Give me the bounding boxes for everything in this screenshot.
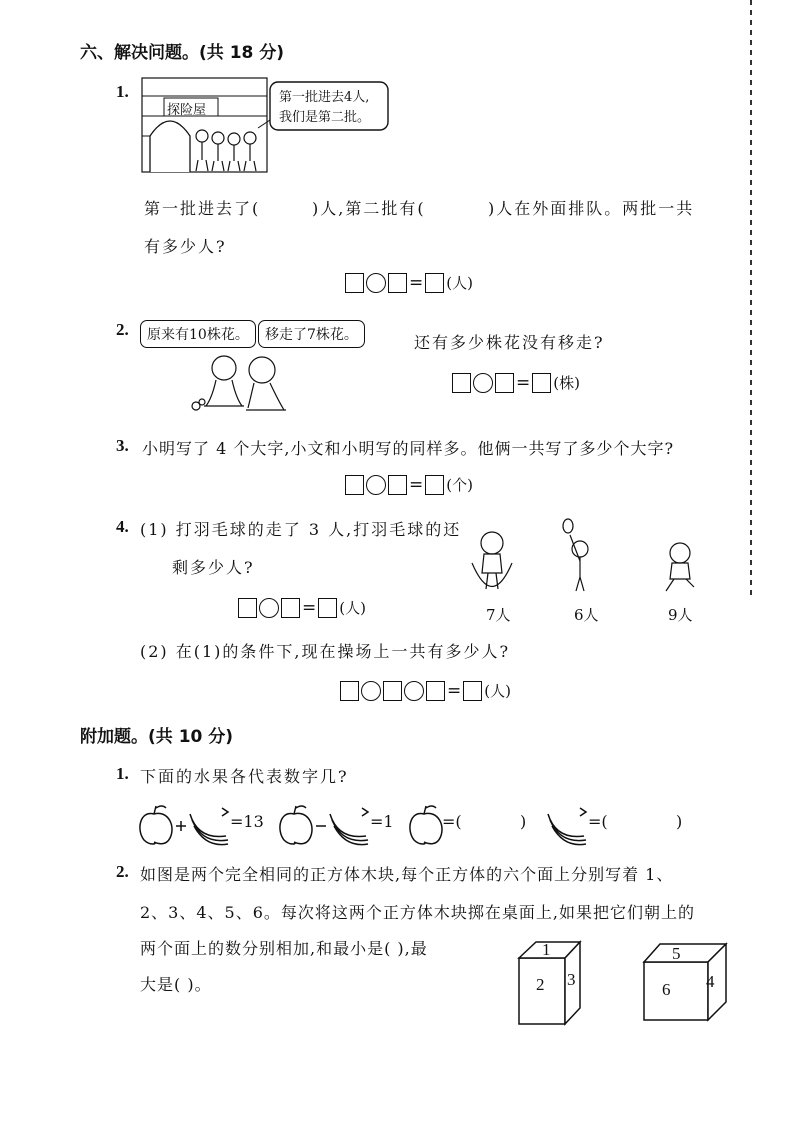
answer-box[interactable] <box>425 273 444 293</box>
unit-label: (人) <box>339 599 366 617</box>
operator-circle[interactable] <box>361 681 381 701</box>
q1-text-a: 第一批进去了( <box>144 199 261 218</box>
q1-equation: = (人) <box>345 272 473 293</box>
cube1-top-number: 1 <box>542 940 551 959</box>
bonus-q2-line3: 两个面上的数分别相加,和最小是( ),最 <box>140 939 428 958</box>
unit-label: (人) <box>484 682 511 700</box>
operator-circle[interactable] <box>473 373 493 393</box>
operator-circle[interactable] <box>259 598 279 618</box>
answer-box[interactable] <box>388 475 407 495</box>
bonus-title: 附加题。(共 10 分) <box>80 727 234 747</box>
q1-text-c: )人在外面排队。两批一共 <box>488 199 695 218</box>
answer-box[interactable] <box>383 681 402 701</box>
cube2-front-number: 6 <box>662 980 671 999</box>
house-sign: 探险屋 <box>167 103 207 118</box>
speech-bubble-right: 移走了7株花。 <box>258 320 365 348</box>
answer-box[interactable] <box>426 681 445 701</box>
operator-circle[interactable] <box>404 681 424 701</box>
children-illustration <box>186 350 296 416</box>
q1-text-b: )人,第二批有( <box>312 199 426 218</box>
answer-box[interactable] <box>452 373 471 393</box>
binding-dashed-line <box>750 0 752 600</box>
count-jump-rope: 7人 <box>486 606 511 624</box>
answer-box[interactable] <box>345 475 364 495</box>
q2-equation: = (株) <box>452 372 580 393</box>
banana-answer-open: =( <box>588 812 608 831</box>
answer-box[interactable] <box>318 598 337 618</box>
eq2-result: =1 <box>370 812 394 831</box>
question-number: 3. <box>116 436 129 455</box>
playground-illustration <box>462 515 722 605</box>
answer-box[interactable] <box>340 681 359 701</box>
question-number: 4. <box>116 517 129 536</box>
answer-box[interactable] <box>532 373 551 393</box>
count-running: 9人 <box>668 606 693 624</box>
q4-part1-line2: 剩多少人? <box>172 558 255 577</box>
question-number: 2. <box>116 862 129 881</box>
operator-circle[interactable] <box>366 475 386 495</box>
unit-label: (株) <box>553 374 580 392</box>
cube2-side-number: 4 <box>706 972 715 991</box>
q4-part1-line1: (1) 打羽毛球的走了 3 人,打羽毛球的还 <box>140 520 462 539</box>
speech-bubble-left: 原来有10株花。 <box>140 320 256 348</box>
bonus-q2-line2: 2、3、4、5、6。每次将这两个正方体木块掷在桌面上,如果把它们朝上的 <box>140 903 695 922</box>
apple-answer-close[interactable]: ) <box>520 812 527 831</box>
speech-bubble-line1: 第一批进去4人, <box>279 90 370 105</box>
section-title: 六、解决问题。(共 18 分) <box>80 43 285 63</box>
answer-box[interactable] <box>388 273 407 293</box>
bonus-q2-line4: 大是( )。 <box>140 975 212 994</box>
q4-part1-equation: = (人) <box>238 597 366 618</box>
bonus-q1-text: 下面的水果各代表数字几? <box>140 767 349 786</box>
eq1-result: =13 <box>230 812 264 831</box>
cube1-front-number: 2 <box>536 975 545 994</box>
cube2-top-number: 5 <box>672 944 681 963</box>
answer-box[interactable] <box>281 598 300 618</box>
question-number: 1. <box>116 764 129 783</box>
q3-equation: = (个) <box>345 474 473 495</box>
q1-text-line2: 有多少人? <box>144 237 227 256</box>
question-number: 1. <box>116 82 129 101</box>
q3-text: 小明写了 4 个大字,小文和小明写的同样多。他俩一共写了多少个大字? <box>142 439 675 458</box>
answer-box[interactable] <box>463 681 482 701</box>
banana-answer-close[interactable]: ) <box>676 812 683 831</box>
cube1-side-number: 3 <box>567 970 576 989</box>
q4-part2: (2) 在(1)的条件下,现在操场上一共有多少人? <box>140 642 511 661</box>
question-number: 2. <box>116 320 129 339</box>
answer-box[interactable] <box>425 475 444 495</box>
unit-label: (人) <box>446 274 473 292</box>
fruit-equations <box>134 800 734 848</box>
count-badminton: 6人 <box>574 606 599 624</box>
q4-part2-equation: = (人) <box>340 680 511 701</box>
unit-label: (个) <box>446 476 473 494</box>
answer-box[interactable] <box>345 273 364 293</box>
apple-answer-open: =( <box>442 812 462 831</box>
operator-circle[interactable] <box>366 273 386 293</box>
q2-question: 还有多少株花没有移走? <box>414 333 605 352</box>
answer-box[interactable] <box>495 373 514 393</box>
speech-bubble-line2: 我们是第二批。 <box>279 110 371 125</box>
bonus-q2-line1: 如图是两个完全相同的正方体木块,每个正方体的六个面上分别写着 1、 <box>140 865 674 884</box>
answer-box[interactable] <box>238 598 257 618</box>
